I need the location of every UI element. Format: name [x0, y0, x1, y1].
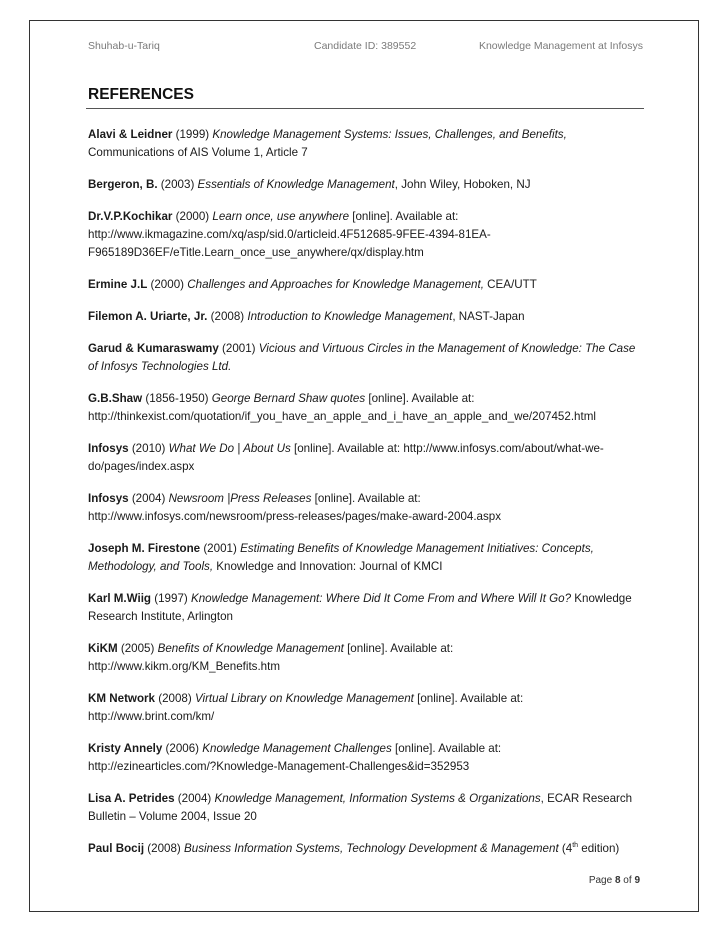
- reference-author: Ermine J.L: [88, 278, 148, 291]
- reference-year: (2006): [162, 742, 203, 755]
- reference-author: G.B.Shaw: [88, 392, 143, 405]
- reference-year: (2005): [117, 642, 158, 655]
- reference-url: http://www.ikmagazine.com/xq/asp/sid.0/articleid.4F512685-9FEE-4394-81EA-: [88, 228, 491, 241]
- reference-list: [88, 126, 648, 872]
- reference-url: http://ezinearticles.com/?Knowledge-Management-Challenges&id=352953: [88, 760, 470, 773]
- reference-year: (1997): [151, 592, 191, 605]
- reference-title: What We Do | About Us: [168, 442, 291, 455]
- reference-entry: [88, 176, 648, 194]
- reference-year: (2001): [218, 342, 259, 355]
- reference-author: KM Network: [88, 692, 155, 705]
- reference-author: Dr.V.P.Kochikar: [88, 210, 173, 223]
- reference-title: Business Information Systems, Technology Development & Management: [184, 842, 559, 855]
- reference-author: Filemon A. Uriarte, Jr.: [88, 310, 208, 323]
- page-footer: [589, 875, 640, 886]
- reference-entry: [88, 640, 648, 676]
- reference-author: Garud & Kumaraswamy: [88, 342, 219, 355]
- reference-entry: [88, 340, 648, 376]
- reference-title: Knowledge Management Systems: Issues, Challenges, and Benefits,: [212, 128, 567, 141]
- reference-publisher: [online]. Available at:: [391, 742, 502, 755]
- reference-publisher: , John Wiley, Hoboken, NJ: [394, 178, 531, 191]
- reference-publisher: [online]. Available at:: [311, 492, 421, 505]
- reference-author: KiKM: [88, 642, 118, 655]
- reference-publisher: (4: [558, 842, 573, 855]
- reference-url: http://www.infosys.com/newsroom/press-releases/pages/make-award-2004.aspx: [88, 510, 502, 523]
- reference-year: (2010): [128, 442, 169, 455]
- reference-entry: [88, 126, 648, 162]
- reference-publisher: [online]. Available at:: [343, 642, 454, 655]
- reference-publisher: Knowledge Research Institute, Arlington: [88, 592, 632, 623]
- reference-title: Virtual Library on Knowledge Management: [194, 692, 414, 705]
- footer-of-label: of: [620, 875, 635, 886]
- reference-title: Knowledge Management: Where Did It Come From and Where Will It Go?: [191, 592, 572, 605]
- reference-url: http://thinkexist.com/quotation/if_you_have_an_apple_and_i_have_an_apple_and_we/207452.html: [88, 410, 596, 423]
- reference-entry: [88, 490, 648, 526]
- reference-title: Vicious and Virtuous Circles in the Management of Knowledge: The Case of Infosys Technologies Ltd.: [88, 342, 636, 373]
- footer-page-label: Page: [588, 875, 615, 886]
- reference-author: Alavi & Leidner: [88, 128, 173, 141]
- reference-publisher: [online]. Available at:: [349, 210, 459, 223]
- reference-publisher: , NAST-Japan: [452, 310, 525, 323]
- reference-author: Kristy Annely: [88, 742, 163, 755]
- reference-edition: edition): [578, 842, 620, 855]
- reference-publisher: [online]. Available at:: [413, 692, 524, 705]
- reference-author: Joseph M. Firestone: [88, 542, 201, 555]
- reference-year: (2008): [207, 310, 248, 323]
- reference-title: Knowledge Management Challenges: [202, 742, 392, 755]
- reference-title: Knowledge Management, Information Systems & Organizations: [214, 792, 541, 805]
- reference-author: Paul Bocij: [88, 842, 145, 855]
- header-topic: Knowledge Management at Infosys: [478, 40, 643, 52]
- reference-publisher: Communications of AIS Volume 1, Article 7: [88, 146, 308, 159]
- reference-entry: [88, 308, 648, 326]
- reference-entry: [88, 840, 648, 858]
- reference-entry: [88, 540, 648, 576]
- reference-title: Benefits of Knowledge Management: [157, 642, 344, 655]
- reference-year: (2004): [174, 792, 215, 805]
- reference-publisher: [online]. Available at: http://www.infosys.com/about/what-we-do/pages/index.aspx: [88, 442, 604, 473]
- reference-author: Infosys: [88, 442, 129, 455]
- section-title: REFERENCES: [88, 86, 194, 103]
- footer-page-number: 8: [614, 875, 621, 886]
- reference-year: (2001): [200, 542, 241, 555]
- reference-year: (2008): [144, 842, 185, 855]
- reference-entry: [88, 590, 648, 626]
- reference-year: (1856-1950): [142, 392, 212, 405]
- reference-author: Bergeron, B.: [88, 178, 158, 191]
- reference-url: http://www.kikm.org/KM_Benefits.htm: [88, 660, 281, 673]
- reference-entry: [88, 208, 648, 262]
- reference-entry: [88, 440, 648, 476]
- reference-title: Estimating Benefits of Knowledge Management Initiatives: Concepts, Methodology, and Tools,: [88, 542, 594, 573]
- reference-year: (1999): [172, 128, 213, 141]
- reference-title: Essentials of Knowledge Management: [197, 178, 395, 191]
- reference-title: Challenges and Approaches for Knowledge Management,: [187, 278, 484, 291]
- reference-url: F965189D36EF/eTitle.Learn_once_use_anywhere/qx/display.htm: [88, 246, 424, 259]
- reference-year: (2000): [172, 210, 213, 223]
- reference-year: (2000): [147, 278, 188, 291]
- reference-superscript: th: [572, 842, 579, 850]
- title-rule: [86, 108, 644, 109]
- reference-entry: [88, 276, 648, 294]
- page-header: [88, 40, 643, 56]
- reference-entry: [88, 790, 648, 826]
- reference-title: Newsroom |Press Releases: [168, 492, 312, 505]
- reference-author: Lisa A. Petrides: [88, 792, 175, 805]
- reference-entry: [88, 690, 648, 726]
- reference-publisher: Knowledge and Innovation: Journal of KMCI: [213, 560, 443, 573]
- reference-publisher: [online]. Available at:: [365, 392, 475, 405]
- reference-year: (2008): [155, 692, 195, 705]
- reference-publisher: , ECAR Research Bulletin – Volume 2004, Issue 20: [88, 792, 633, 823]
- header-author: Shuhab-u-Tariq: [88, 40, 160, 52]
- footer-page-total: 9: [634, 875, 640, 886]
- reference-entry: [88, 740, 648, 776]
- reference-publisher: CEA/UTT: [483, 278, 537, 291]
- reference-title: Learn once, use anywhere: [212, 210, 350, 223]
- header-candidate-id: Candidate ID: 389552: [314, 40, 417, 52]
- reference-year: (2003): [157, 178, 198, 191]
- reference-author: Karl M.Wiig: [88, 592, 152, 605]
- reference-url: http://www.brint.com/km/: [88, 710, 215, 723]
- reference-title: George Bernard Shaw quotes: [211, 392, 366, 405]
- reference-title: Introduction to Knowledge Management: [247, 310, 453, 323]
- reference-year: (2004): [128, 492, 169, 505]
- reference-author: Infosys: [88, 492, 129, 505]
- reference-entry: [88, 390, 648, 426]
